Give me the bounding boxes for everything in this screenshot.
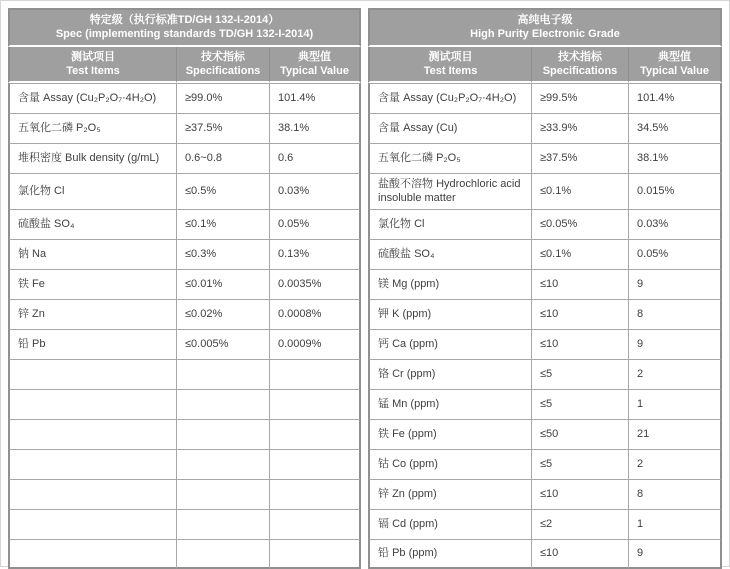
left-header-typical-value-en: Typical Value <box>280 64 349 77</box>
table-row <box>8 509 722 539</box>
right-grade-title-zh: 高纯电子级 <box>517 14 573 26</box>
cell-test-item: 铅 Pb (ppm) <box>368 539 531 569</box>
cell-typical-value <box>269 449 361 479</box>
cell-test-item: 铁 Fe <box>8 269 176 299</box>
right-header-test-items-zh: 测试项目 <box>428 50 473 63</box>
table-divider <box>361 449 368 479</box>
cell-typical-value <box>269 479 361 509</box>
cell-specification <box>176 539 269 569</box>
table-divider <box>361 143 368 173</box>
right-header-specifications <box>531 47 628 84</box>
cell-specification: ≤0.1% <box>531 239 628 269</box>
cell-test-item: 含量 Assay (Cu) <box>368 113 531 143</box>
left-header-typical-value-zh: 典型值 <box>298 50 331 63</box>
cell-specification: ≤10 <box>531 539 628 569</box>
spec-table <box>8 8 722 569</box>
left-grade-title-zh: 特定级（执行标准TD/GH 132-I-2014） <box>89 14 280 26</box>
table-divider <box>361 509 368 539</box>
cell-test-item: 堆积密度 Bulk density (g/mL) <box>8 143 176 173</box>
table-row <box>8 479 722 509</box>
table-row <box>8 83 722 113</box>
table-row <box>8 449 722 479</box>
cell-test-item: 铅 Pb <box>8 329 176 359</box>
cell-test-item: 钴 Co (ppm) <box>368 449 531 479</box>
table-divider <box>361 359 368 389</box>
table-row <box>8 539 722 569</box>
cell-test-item <box>8 389 176 419</box>
right-grade-title-en: High Purity Electronic Grade <box>470 28 620 41</box>
left-header-typical-value <box>269 47 361 84</box>
table-row <box>8 359 722 389</box>
cell-test-item: 五氧化二磷 P₂O₅ <box>8 113 176 143</box>
table-row <box>8 389 722 419</box>
cell-typical-value <box>269 509 361 539</box>
table-divider <box>361 539 368 569</box>
table-divider <box>361 113 368 143</box>
cell-specification: ≤0.1% <box>531 173 628 209</box>
cell-typical-value: 0.0035% <box>269 269 361 299</box>
cell-typical-value: 38.1% <box>269 113 361 143</box>
table-row <box>8 299 722 329</box>
table-divider <box>361 479 368 509</box>
right-header-typical-value-en: Typical Value <box>640 64 709 77</box>
right-header-typical-value-zh: 典型值 <box>658 50 692 63</box>
cell-test-item: 钾 K (ppm) <box>368 299 531 329</box>
left-header-test-items-zh: 测试项目 <box>71 50 115 63</box>
cell-typical-value: 0.03% <box>628 209 722 239</box>
right-header-test-items-en: Test Items <box>423 64 478 77</box>
table-divider <box>361 8 368 47</box>
cell-typical-value <box>269 389 361 419</box>
cell-test-item: 铬 Cr (ppm) <box>368 359 531 389</box>
table-row <box>8 113 722 143</box>
left-header-test-items <box>8 47 176 84</box>
cell-typical-value: 101.4% <box>628 83 722 113</box>
cell-specification: ≤5 <box>531 389 628 419</box>
left-header-specifications-en: Specifications <box>185 64 261 77</box>
cell-typical-value: 21 <box>628 419 722 449</box>
cell-test-item: 钠 Na <box>8 239 176 269</box>
cell-specification: ≤10 <box>531 299 628 329</box>
cell-typical-value: 34.5% <box>628 113 722 143</box>
cell-test-item <box>8 509 176 539</box>
cell-specification: ≤2 <box>531 509 628 539</box>
cell-test-item: 硫酸盐 SO₄ <box>368 239 531 269</box>
cell-typical-value: 9 <box>628 269 722 299</box>
table-row <box>8 143 722 173</box>
cell-specification <box>176 359 269 389</box>
table-divider <box>361 83 368 113</box>
left-header-test-items-en: Test Items <box>66 64 120 77</box>
table-row <box>8 269 722 299</box>
table-row <box>8 173 722 209</box>
cell-specification: ≤50 <box>531 419 628 449</box>
cell-specification: ≤10 <box>531 479 628 509</box>
cell-specification: ≤0.5% <box>176 173 269 209</box>
cell-test-item: 钙 Ca (ppm) <box>368 329 531 359</box>
cell-test-item: 五氧化二磷 P₂O₅ <box>368 143 531 173</box>
cell-test-item: 镁 Mg (ppm) <box>368 269 531 299</box>
cell-test-item: 含量 Assay (Cu₂P₂O₇·4H₂O) <box>368 83 531 113</box>
left-header-specifications <box>176 47 269 84</box>
cell-specification: ≤5 <box>531 449 628 479</box>
cell-test-item: 锌 Zn (ppm) <box>368 479 531 509</box>
cell-typical-value: 0.0009% <box>269 329 361 359</box>
right-header-specifications-zh: 技术指标 <box>558 50 603 63</box>
cell-typical-value: 0.13% <box>269 239 361 269</box>
table-divider <box>361 419 368 449</box>
cell-typical-value: 0.03% <box>269 173 361 209</box>
cell-specification: ≤10 <box>531 329 628 359</box>
table-divider <box>361 269 368 299</box>
left-header-specifications-zh: 技术指标 <box>201 50 245 63</box>
cell-typical-value: 0.0008% <box>269 299 361 329</box>
cell-specification <box>176 419 269 449</box>
column-header-row <box>8 47 722 84</box>
cell-test-item: 氯化物 Cl <box>368 209 531 239</box>
table-divider <box>361 299 368 329</box>
table-divider <box>361 329 368 359</box>
cell-typical-value: 1 <box>628 389 722 419</box>
cell-specification: ≤10 <box>531 269 628 299</box>
left-grade-title <box>8 8 361 47</box>
cell-test-item: 硫酸盐 SO₄ <box>8 209 176 239</box>
cell-typical-value <box>269 359 361 389</box>
cell-specification: ≥99.0% <box>176 83 269 113</box>
cell-specification <box>176 479 269 509</box>
cell-test-item: 镉 Cd (ppm) <box>368 509 531 539</box>
cell-specification: ≤0.05% <box>531 209 628 239</box>
right-header-specifications-en: Specifications <box>542 64 618 77</box>
table-divider <box>361 173 368 209</box>
right-header-test-items <box>368 47 531 84</box>
cell-test-item: 盐酸不溶物 Hydrochloric acid insoluble matter <box>368 173 531 209</box>
table-row <box>8 209 722 239</box>
cell-test-item <box>8 419 176 449</box>
right-grade-title <box>368 8 722 47</box>
cell-typical-value: 2 <box>628 359 722 389</box>
table-divider <box>361 239 368 269</box>
cell-typical-value: 101.4% <box>269 83 361 113</box>
right-header-typical-value <box>628 47 722 84</box>
cell-typical-value: 0.015% <box>628 173 722 209</box>
cell-typical-value: 8 <box>628 479 722 509</box>
cell-typical-value: 1 <box>628 509 722 539</box>
cell-test-item <box>8 359 176 389</box>
cell-typical-value: 0.05% <box>269 209 361 239</box>
cell-specification: ≤0.005% <box>176 329 269 359</box>
cell-specification <box>176 389 269 419</box>
cell-typical-value: 0.6 <box>269 143 361 173</box>
cell-test-item: 氯化物 Cl <box>8 173 176 209</box>
cell-typical-value <box>269 539 361 569</box>
table-row <box>8 419 722 449</box>
cell-typical-value: 9 <box>628 329 722 359</box>
table-divider <box>361 209 368 239</box>
cell-typical-value: 0.05% <box>628 239 722 269</box>
cell-specification: ≥99.5% <box>531 83 628 113</box>
table-divider <box>361 389 368 419</box>
cell-specification <box>176 449 269 479</box>
cell-specification: ≥33.9% <box>531 113 628 143</box>
cell-typical-value: 2 <box>628 449 722 479</box>
cell-test-item: 锰 Mn (ppm) <box>368 389 531 419</box>
cell-specification: ≥37.5% <box>531 143 628 173</box>
cell-specification: ≤0.3% <box>176 239 269 269</box>
cell-test-item: 含量 Assay (Cu₂P₂O₇·4H₂O) <box>8 83 176 113</box>
grade-title-row <box>8 8 722 47</box>
table-row <box>8 329 722 359</box>
cell-specification: ≤5 <box>531 359 628 389</box>
cell-test-item: 铁 Fe (ppm) <box>368 419 531 449</box>
cell-typical-value: 8 <box>628 299 722 329</box>
cell-specification: ≤0.01% <box>176 269 269 299</box>
cell-specification: ≤0.02% <box>176 299 269 329</box>
table-divider <box>361 47 368 84</box>
cell-test-item: 锌 Zn <box>8 299 176 329</box>
cell-specification <box>176 509 269 539</box>
cell-test-item <box>8 449 176 479</box>
cell-specification: 0.6~0.8 <box>176 143 269 173</box>
left-grade-title-en: Spec (implementing standards TD/GH 132-I-2014) <box>55 28 314 41</box>
table-row <box>8 239 722 269</box>
cell-typical-value: 9 <box>628 539 722 569</box>
cell-typical-value: 38.1% <box>628 143 722 173</box>
cell-typical-value <box>269 419 361 449</box>
cell-specification: ≥37.5% <box>176 113 269 143</box>
cell-test-item <box>8 479 176 509</box>
cell-specification: ≤0.1% <box>176 209 269 239</box>
cell-test-item <box>8 539 176 569</box>
